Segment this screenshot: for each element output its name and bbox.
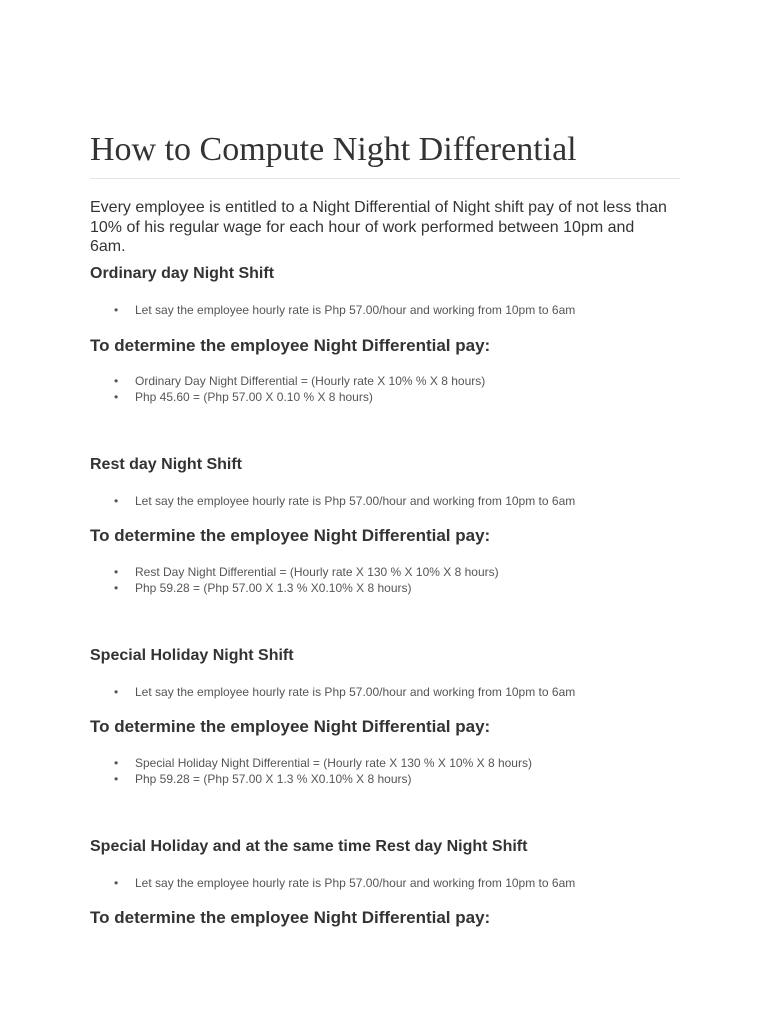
bullet-icon: • (114, 390, 119, 404)
formula-text: Php 45.60 = (Php 57.00 X 0.10 % X 8 hours) (135, 390, 373, 404)
bullet-icon: • (114, 374, 119, 388)
section-heading-special-holiday: Special Holiday Night Shift (90, 647, 294, 664)
list-item (90, 755, 532, 771)
formula-text: Php 59.28 = (Php 57.00 X 1.3 % X0.10% X 8 hours) (135, 772, 412, 786)
bullet-icon: • (114, 685, 119, 699)
list-item (90, 564, 499, 580)
assumption-list (90, 493, 575, 509)
title-divider (90, 178, 680, 179)
bullet-icon: • (114, 303, 119, 317)
bullet-icon: • (114, 772, 119, 786)
list-item (90, 684, 575, 700)
formula-text: Ordinary Day Night Differential = (Hourly rate X 10% % X 8 hours) (135, 374, 486, 388)
bullet-icon: • (114, 565, 119, 579)
section-subheading: To determine the employee Night Differential pay: (90, 717, 491, 736)
list-item (90, 580, 499, 596)
section-subheading: To determine the employee Night Differential pay: (90, 908, 491, 927)
bullet-icon: • (114, 876, 119, 890)
intro-paragraph: Every employee is entitled to a Night Differential of Night shift pay of not less than 10% of his regular wage for each hour of work performed between 10pm and 6am. (90, 199, 667, 255)
assumption-list (90, 684, 575, 700)
assumption-list (90, 302, 575, 318)
list-item (90, 875, 575, 891)
bullet-icon: • (114, 756, 119, 770)
section-heading-ordinary-day: Ordinary day Night Shift (90, 265, 275, 282)
list-item (90, 302, 575, 318)
formula-text: Special Holiday Night Differential = (Hourly rate X 130 % X 10% X 8 hours) (135, 756, 532, 770)
assumption-list (90, 875, 575, 891)
formula-list (90, 564, 499, 596)
formula-text: Php 59.28 = (Php 57.00 X 1.3 % X0.10% X 8 hours) (135, 581, 412, 595)
list-item (90, 373, 485, 389)
page-title: How to Compute Night Differential (90, 131, 577, 168)
bullet-icon: • (114, 494, 119, 508)
section-subheading: To determine the employee Night Differential pay: (90, 526, 491, 545)
list-item (90, 771, 532, 787)
formula-list (90, 373, 485, 405)
formula-list (90, 755, 532, 787)
formula-text: Rest Day Night Differential = (Hourly rate X 130 % X 10% X 8 hours) (135, 565, 499, 579)
section-heading-special-holiday-rest-day: Special Holiday and at the same time Rest day Night Shift (90, 838, 528, 855)
section-subheading: To determine the employee Night Differential pay: (90, 336, 491, 355)
assumption-text: Let say the employee hourly rate is Php 57.00/hour and working from 10pm to 6am (135, 494, 576, 508)
section-heading-rest-day: Rest day Night Shift (90, 456, 243, 473)
assumption-text: Let say the employee hourly rate is Php 57.00/hour and working from 10pm to 6am (135, 303, 576, 317)
assumption-text: Let say the employee hourly rate is Php 57.00/hour and working from 10pm to 6am (135, 685, 576, 699)
list-item (90, 493, 575, 509)
bullet-icon: • (114, 581, 119, 595)
list-item (90, 389, 485, 405)
assumption-text: Let say the employee hourly rate is Php 57.00/hour and working from 10pm to 6am (135, 876, 576, 890)
